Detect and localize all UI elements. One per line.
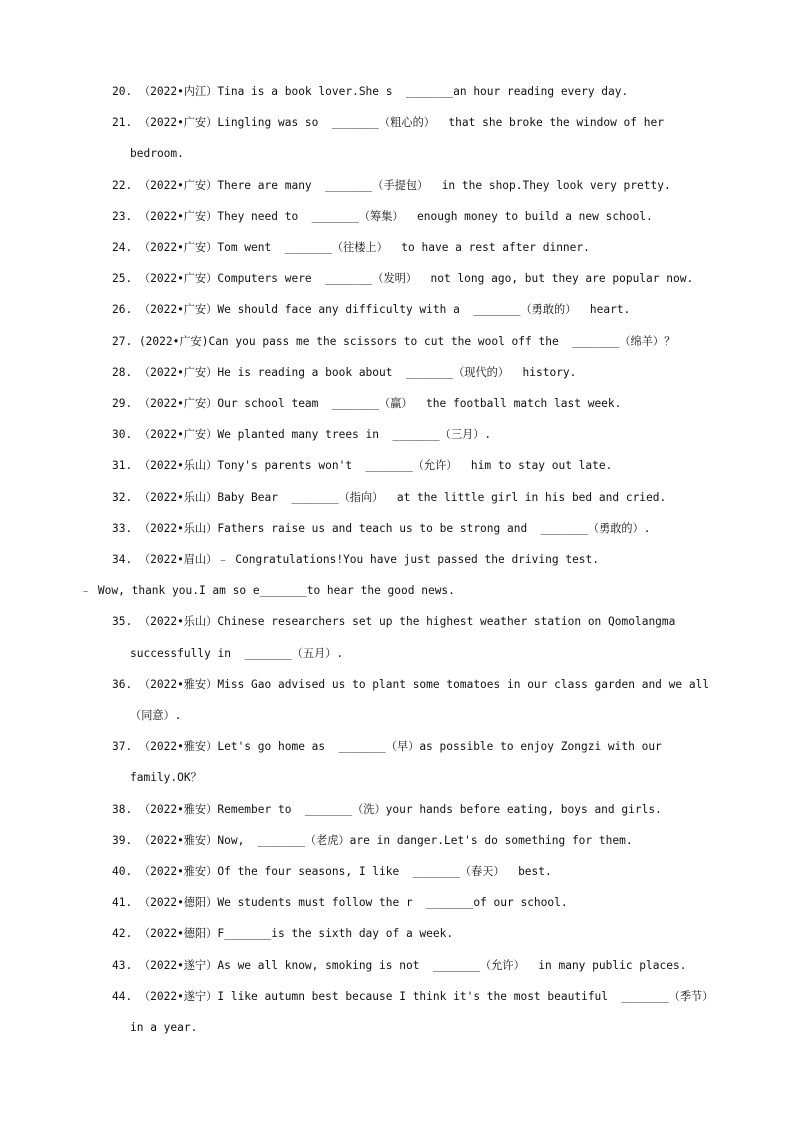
question-item: 33. （2022•乐山）Fathers raise us and teach us to be strong and _______（勇敢的）. <box>112 521 651 535</box>
question-item: 42. （2022•德阳）F_______is the sixth day of a week. <box>112 927 454 941</box>
question-item: 24. （2022•广安）Tom went _______（往楼上） to have a rest after dinner. <box>112 241 590 254</box>
question-item: 37. （2022•雅安）Let's go home as _______（早）as possible to enjoy Zongzi with our <box>112 740 662 754</box>
question-item: 36. （2022•雅安）Miss Gao advised us to plant some tomatoes in our class garden and we all <box>112 677 710 691</box>
question-item: 38. （2022•雅安）Remember to _______（洗）your hands before eating, boys and girls. <box>112 802 662 816</box>
question-item: 22. （2022•广安）There are many _______（手提包） in the shop.They look very pretty. <box>112 178 671 192</box>
question-item: 21. （2022•广安）Lingling was so _______（粗心的） that she broke the window of her <box>112 116 664 130</box>
question-item: 31. （2022•乐山）Tony's parents won't _______（允许） him to stay out late. <box>112 459 613 473</box>
question-item: 29. （2022•广安）Our school team _______（赢） the football match last week. <box>112 397 622 410</box>
question-item: 40. （2022•雅安）Of the four seasons, I like _______（春天） best. <box>112 865 552 878</box>
question-item: 44. （2022•遂宁）I like autumn best because I think it's the most beautiful _______（季节） <box>112 989 714 1003</box>
question-continuation: successfully in _______（五月）. <box>130 646 344 660</box>
question-item: 20. （2022•内江）Tina is a book lover.She s _______an hour reading every day. <box>112 85 629 98</box>
question-continuation: family.OK？ <box>130 771 202 785</box>
question-item: 25. （2022•广安）Computers were _______（发明） not long ago, but they are popular now. <box>112 272 694 286</box>
question-item: 43. （2022•遂宁）As we all know, smoking is not _______（允许） in many public places. <box>112 958 687 972</box>
question-item: 39. （2022•雅安）Now, _______（老虎）are in danger.Let's do something for them. <box>112 833 633 847</box>
question-item: 23. （2022•广安）They need to _______（筹集） enough money to build a new school. <box>112 209 653 223</box>
question-continuation: bedroom. <box>130 147 184 161</box>
question-item: 26. （2022•广安）We should face any difficulty with a _______（勇敢的） heart. <box>112 303 631 317</box>
question-item: 28. （2022•广安）He is reading a book about _______（现代的） history. <box>112 365 577 379</box>
question-continuation: in a year. <box>130 1021 198 1034</box>
question-item: 32. （2022•乐山）Baby Bear _______（指向） at the little girl in his bed and cried. <box>112 490 667 504</box>
question-item: 35. （2022•乐山）Chinese researchers set up the highest weather station on Qomolangma <box>112 615 676 629</box>
question-item: 41. （2022•德阳）We students must follow the r _______of our school. <box>112 896 568 910</box>
dialog-reply: ﹣ Wow, thank you.I am so e_______to hear the good news. <box>80 584 455 598</box>
question-item: 30. （2022•广安）We planted many trees in _______（三月）. <box>112 428 492 442</box>
question-item: 27. (2022•广安)Can you pass me the scissors to cut the wool off the _______（绵羊）？ <box>112 334 676 348</box>
question-item: 34. （2022•眉山）﹣ Congratulations!You have just passed the driving test. <box>112 553 600 566</box>
question-continuation: （同意）. <box>130 709 182 722</box>
